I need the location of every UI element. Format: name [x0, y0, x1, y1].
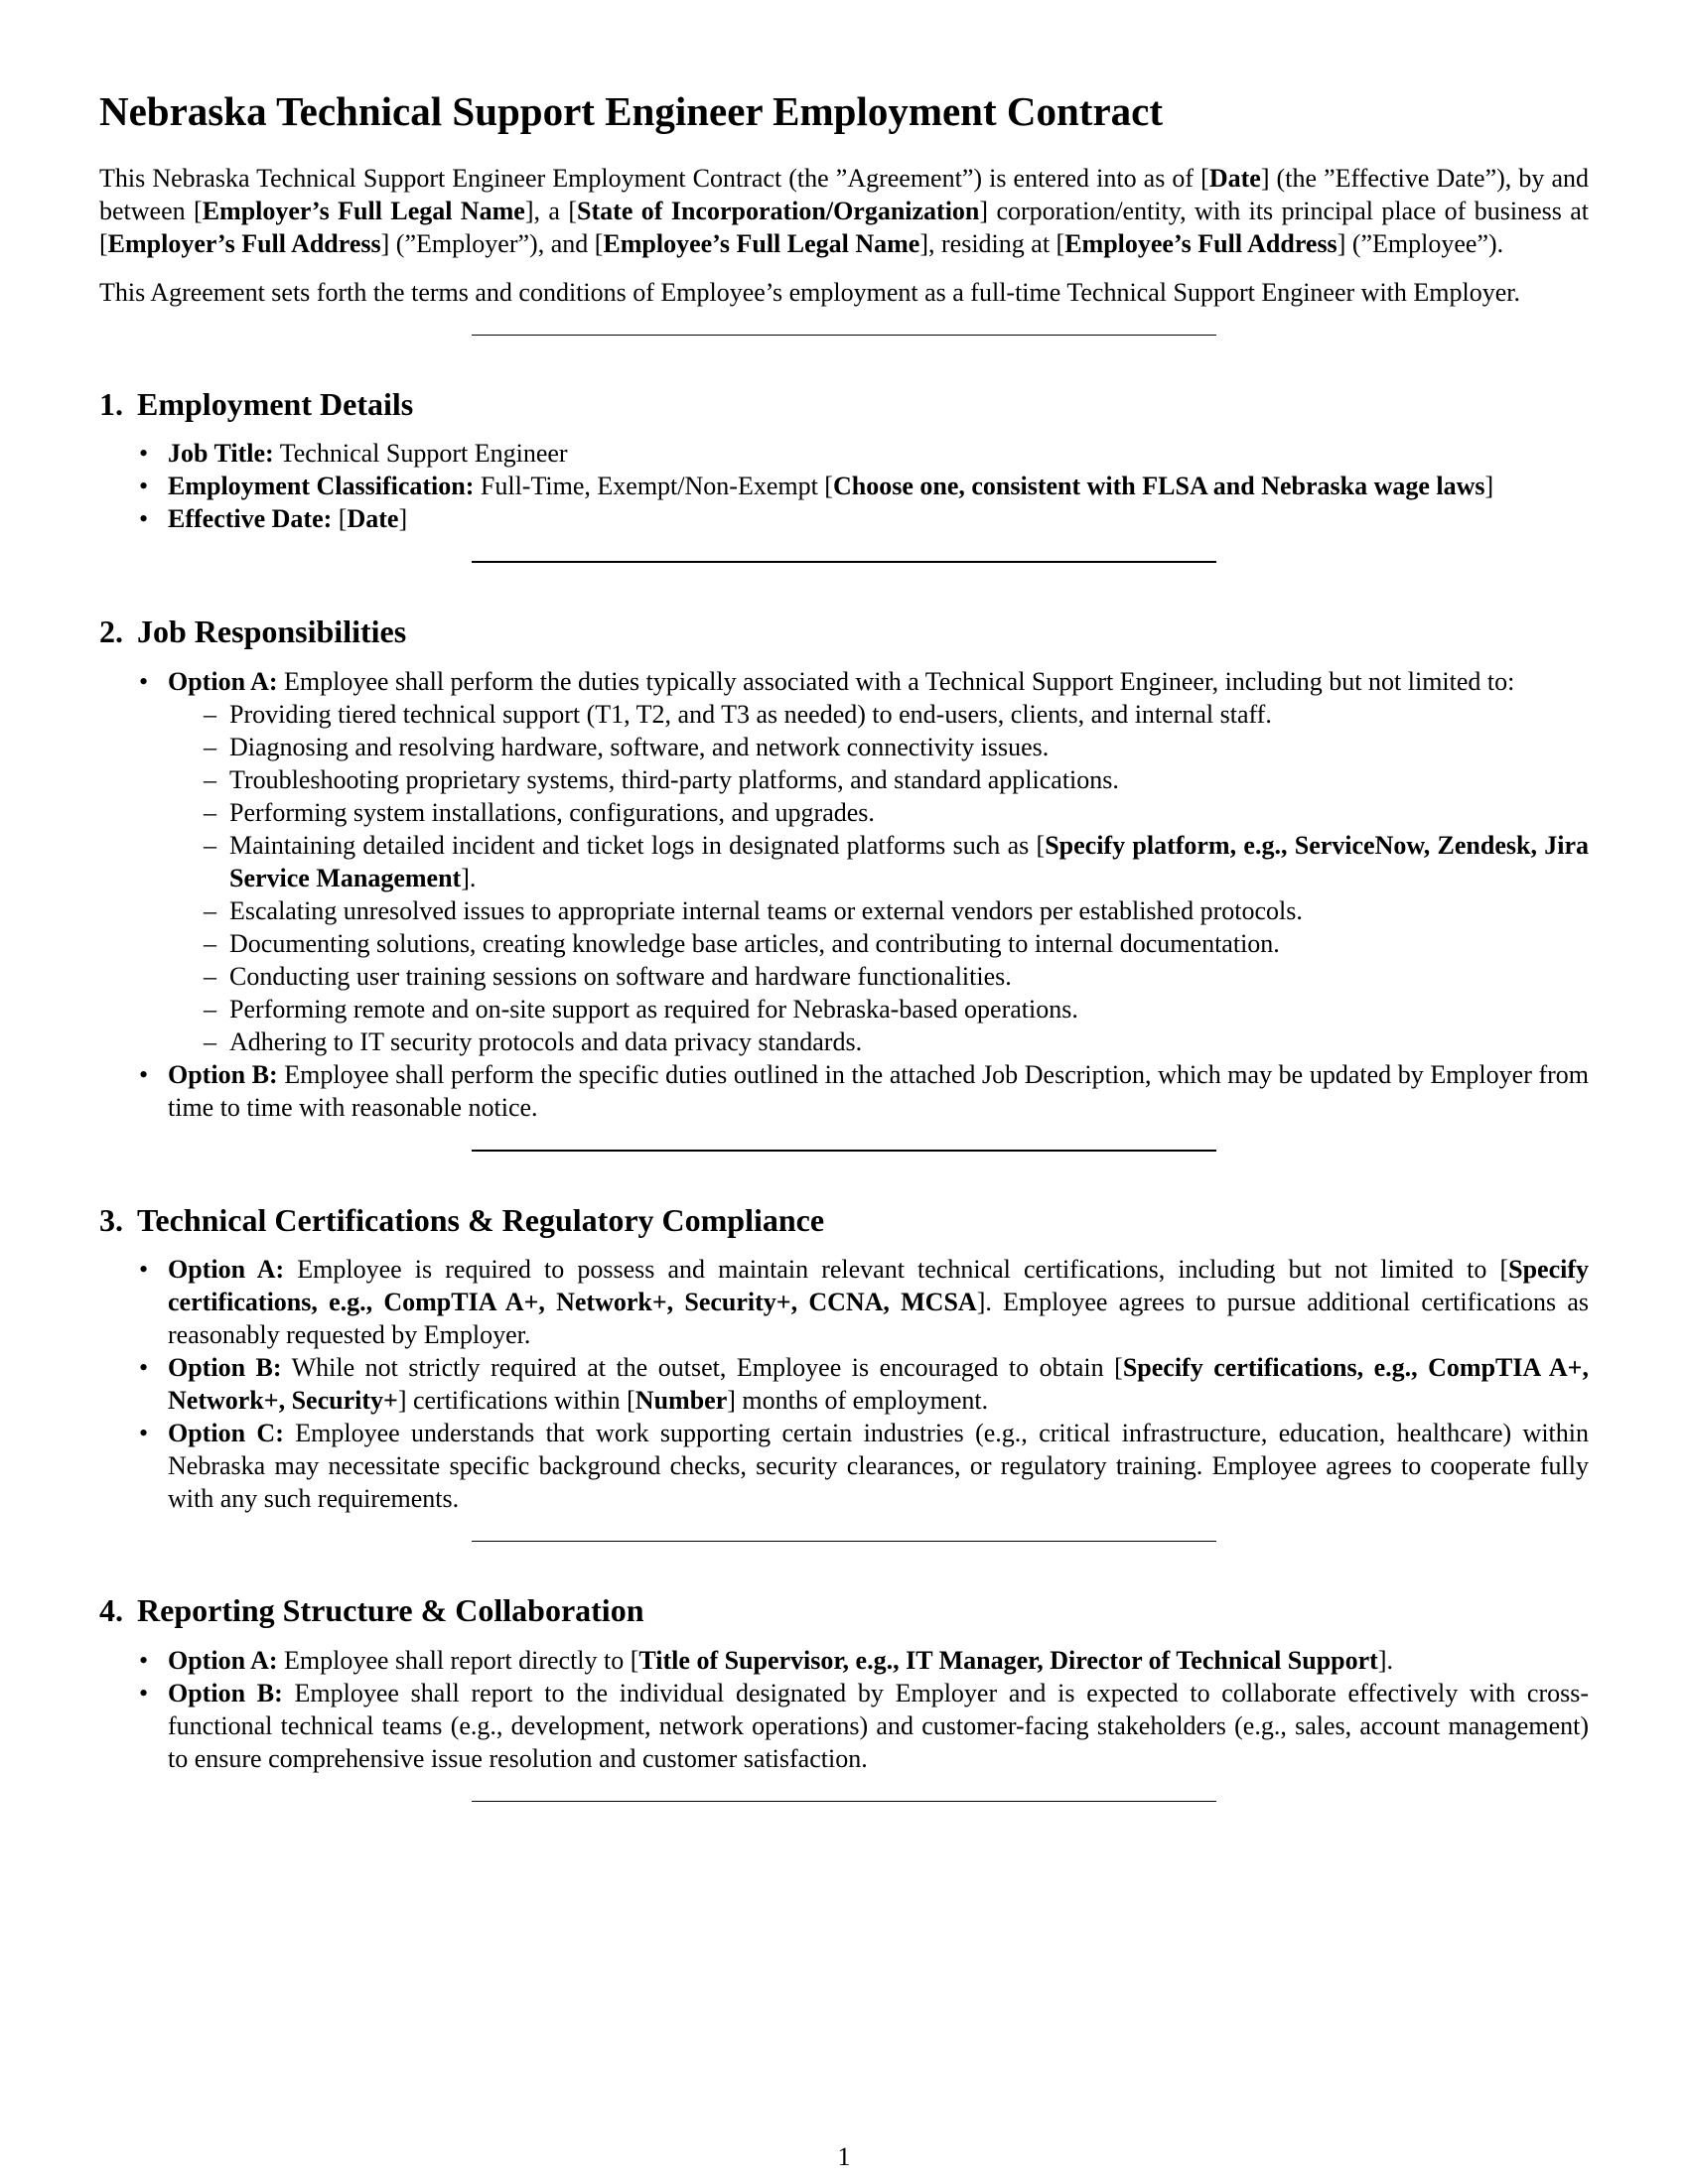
- list-item: [99, 1253, 1589, 1351]
- duty-item: – Escalating unresolved issues to appropriate internal teams or external vendors per established protocols.: [168, 894, 1589, 927]
- section-title: Job Responsibilities: [137, 614, 407, 650]
- item-text: Employee shall report directly to [: [277, 1645, 639, 1675]
- section-divider: [472, 335, 1216, 336]
- item-text: ]: [1484, 472, 1494, 501]
- employment-details-list: [99, 437, 1589, 535]
- section-divider: [472, 1541, 1216, 1542]
- certifications-list: [99, 1253, 1589, 1515]
- item-text: Employee is required to possess and maintain relevant technical certifications, including but not limited to [: [284, 1255, 1509, 1285]
- item-label: Effective Date:: [168, 504, 333, 534]
- intro-text: ] (the ”Effective Date”), by and between [: [99, 164, 1589, 226]
- document-title: Nebraska Technical Support Engineer Employment Contract: [99, 88, 1164, 134]
- item-text: ] certifications within [: [397, 1386, 635, 1416]
- section-divider: [472, 1801, 1216, 1802]
- section-heading-certifications: [99, 1201, 1589, 1239]
- placeholder-employer-address: Employer’s Full Address: [107, 229, 381, 259]
- job-responsibilities-list: [99, 665, 1589, 1124]
- intro-text: ] (”Employer”), and [: [380, 229, 604, 259]
- section-number: 3.: [99, 1201, 123, 1238]
- intro-purpose-paragraph: This Agreement sets forth the terms and conditions of Employee’s employment as a full-time Technical Support Engineer with Employer.: [99, 278, 1520, 308]
- placeholder-employee-name: Employee’s Full Legal Name: [603, 229, 920, 259]
- list-item: [99, 665, 1589, 1058]
- item-text: Employee shall report to the individual designated by Employer and is expected to collaborate effectively with cross-functional technical teams (e.g., development, network operations) and customer-facing stakeholders (e.g., sales, account management) to ensure comprehensive issue resolution and customer satisfaction.: [168, 1678, 1589, 1773]
- document-page: [99, 89, 1589, 1802]
- list-item: [99, 502, 1589, 535]
- duty-item: – Diagnosing and resolving hardware, software, and network connectivity issues.: [168, 731, 1589, 763]
- item-text: Full-Time, Exempt/Non-Exempt [: [474, 472, 833, 501]
- placeholder-number: Number: [634, 1386, 728, 1416]
- intro-paragraph: [99, 162, 1589, 260]
- item-label: Option A:: [168, 666, 278, 696]
- item-text: Employee shall perform the specific duties outlined in the attached Job Description, which may be updated by Employer from time to time with reasonable notice.: [168, 1059, 1589, 1122]
- placeholder-date: Date: [1208, 164, 1261, 194]
- section-title: Reporting Structure & Collaboration: [137, 1592, 644, 1629]
- list-item: [99, 470, 1589, 502]
- section-number: 4.: [99, 1592, 123, 1629]
- item-label: Option B:: [168, 1353, 282, 1383]
- section-heading-employment-details: [99, 385, 1589, 423]
- item-label: Option A:: [168, 1255, 285, 1285]
- item-text: [: [332, 504, 348, 534]
- section-divider: [472, 1150, 1216, 1152]
- item-text: Technical Support Engineer: [273, 439, 568, 469]
- placeholder-employer-name: Employer’s Full Legal Name: [202, 197, 525, 226]
- placeholder-platform: Specify platform, e.g., ServiceNow, Zendesk, Jira Service Management: [229, 830, 1590, 892]
- item-label: Job Title:: [168, 439, 274, 469]
- duty-text: ].: [461, 863, 477, 892]
- list-item: [99, 1351, 1589, 1417]
- item-text: ]: [398, 504, 408, 534]
- section-title: Employment Details: [137, 386, 414, 423]
- duty-item: – Providing tiered technical support (T1, T2, and T3 as needed) to end-users, clients, and internal staff.: [168, 698, 1589, 731]
- item-label: Option B:: [168, 1059, 278, 1089]
- placeholder-employee-address: Employee’s Full Address: [1064, 229, 1337, 259]
- intro-text: ], residing at [: [919, 229, 1065, 259]
- placeholder-certifications: Specify certifications, e.g., CompTIA A+, Network+, Security+: [168, 1353, 1589, 1416]
- item-label: Option B:: [168, 1678, 283, 1707]
- duty-item: – Performing system installations, configurations, and upgrades.: [168, 796, 1589, 829]
- duty-item: – Documenting solutions, creating knowledge base articles, and contributing to internal documentation.: [168, 927, 1589, 960]
- section-number: 2.: [99, 614, 123, 650]
- item-label: Option C:: [168, 1419, 284, 1448]
- section-heading-job-responsibilities: [99, 613, 1589, 650]
- list-item: [99, 1677, 1589, 1775]
- placeholder-date: Date: [347, 504, 399, 534]
- list-item: [99, 1644, 1589, 1677]
- list-item: [99, 1058, 1589, 1124]
- duties-list: [168, 698, 1589, 1058]
- intro-text: ] corporation/entity, with its principal place of business at [: [99, 197, 1590, 259]
- page-number: 1: [837, 2142, 851, 2171]
- duty-item: – Adhering to IT security protocols and data privacy standards.: [168, 1025, 1589, 1058]
- item-text: Employee shall perform the duties typically associated with a Technical Support Engineer, including but not limited to:: [277, 666, 1515, 696]
- placeholder-certifications: Specify certifications, e.g., CompTIA A+, Network+, Security+, CCNA, MCSA: [168, 1255, 1590, 1317]
- item-label: Option A:: [168, 1645, 278, 1675]
- placeholder-classification: Choose one, consistent with FLSA and Nebraska wage laws: [832, 472, 1485, 501]
- intro-text: ] (”Employee”).: [1336, 229, 1504, 259]
- duty-item: [168, 829, 1589, 894]
- placeholder-supervisor: Title of Supervisor, e.g., IT Manager, Director of Technical Support: [638, 1645, 1378, 1675]
- intro-text: ], a [: [524, 197, 578, 226]
- list-item: [99, 437, 1589, 470]
- item-text: While not strictly required at the outset, Employee is encouraged to obtain [: [281, 1353, 1123, 1383]
- section-number: 1.: [99, 386, 123, 423]
- duty-item: – Performing remote and on-site support as required for Nebraska-based operations.: [168, 993, 1589, 1025]
- placeholder-state: State of Incorporation/Organization: [577, 197, 980, 226]
- item-text: ] months of employment.: [727, 1386, 989, 1416]
- item-label: Employment Classification:: [168, 472, 475, 501]
- duty-text: Maintaining detailed incident and ticket logs in designated platforms such as [: [229, 830, 1046, 860]
- duty-item: – Conducting user training sessions on software and hardware functionalities.: [168, 960, 1589, 993]
- duty-item: – Troubleshooting proprietary systems, third-party platforms, and standard applications.: [168, 763, 1589, 796]
- list-item: [99, 1417, 1589, 1515]
- reporting-list: [99, 1644, 1589, 1775]
- section-title: Technical Certifications & Regulatory Compliance: [137, 1201, 825, 1238]
- item-text: Employee understands that work supporting certain industries (e.g., critical infrastructure, education, healthcare) within Nebraska may necessitate specific background checks, security clearances, or regulatory training. Employee agrees to cooperate fully with any such requirements.: [168, 1419, 1589, 1514]
- section-divider: [472, 561, 1216, 563]
- section-heading-reporting: [99, 1591, 1589, 1629]
- item-text: ]. Employee agrees to pursue additional certifications as reasonably requested by Employer.: [168, 1288, 1589, 1350]
- intro-text: This Nebraska Technical Support Engineer Employment Contract (the ”Agreement”) is entered into as of [: [99, 164, 1209, 194]
- item-text: ].: [1377, 1645, 1393, 1675]
